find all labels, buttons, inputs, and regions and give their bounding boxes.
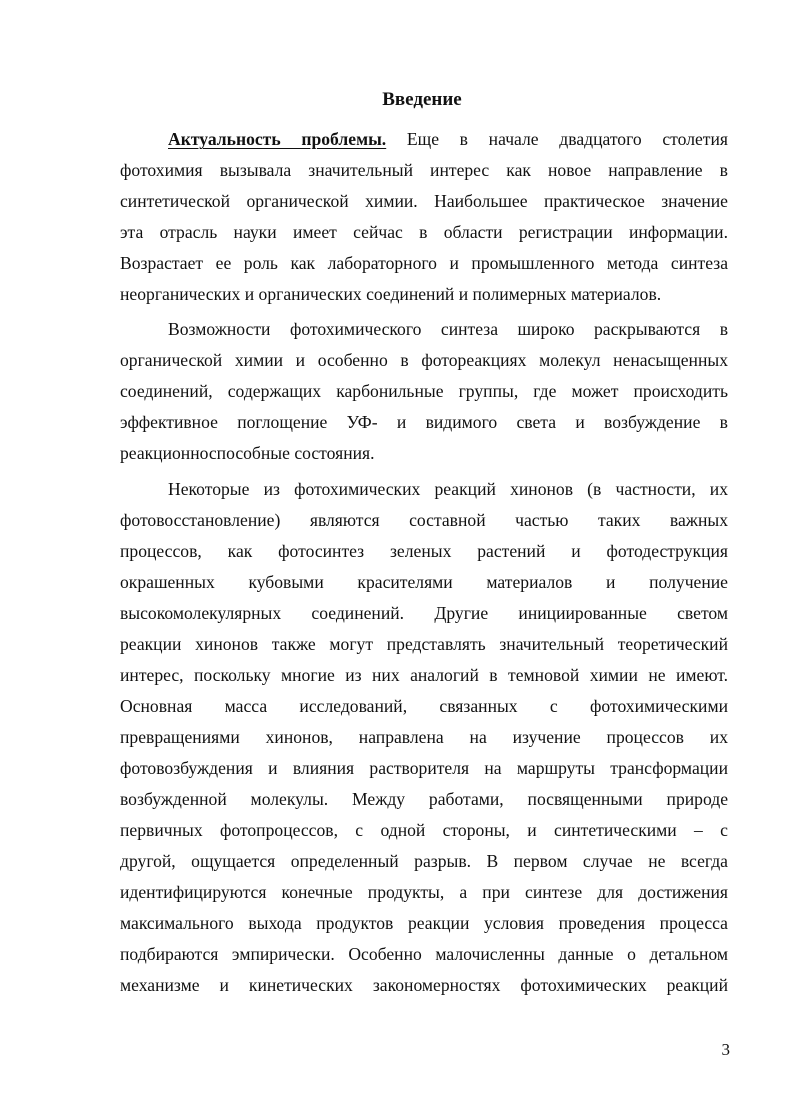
paragraph-line: окрашенных кубовыми красителями материалов и получение (120, 572, 728, 592)
paragraph-2 (120, 314, 728, 469)
paragraph-line: процессов, как фотосинтез зеленых растений и фотодеструкция (120, 541, 728, 561)
paragraph-line: неорганических и органических соединений и полимерных материалов. (120, 284, 662, 304)
paragraph-1 (120, 124, 728, 310)
paragraph-line: органической химии и особенно в фотореакциях молекул ненасыщенных (120, 350, 728, 370)
paragraph-line: подбираются эмпирически. Особенно малочисленны данные о детальном (120, 944, 728, 964)
page-number: 3 (721, 1040, 730, 1059)
paragraph-line: превращениями хинонов, направлена на изучение процессов их (120, 727, 728, 747)
line-text: Еще в начале двадцатого столетия (386, 129, 728, 149)
paragraph-line: максимального выхода продуктов реакции условия проведения процесса (120, 913, 728, 933)
paragraph-line: фотовосстановление) являются составной частью таких важных (120, 510, 728, 530)
paragraph-line: Возрастает ее роль как лабораторного и промышленного метода синтеза (120, 253, 728, 273)
paragraph-line: интерес, поскольку многие из них аналогий в темновой химии не имеют. (120, 665, 728, 685)
paragraph-line: Некоторые из фотохимических реакций хинонов (в частности, их (168, 479, 728, 499)
paragraph-line (120, 124, 728, 155)
paragraph-line: идентифицируются конечные продукты, а при синтезе для достижения (120, 882, 728, 902)
lead-heading: Актуальность проблемы. (168, 129, 387, 149)
paragraph-line: синтетической органической химии. Наибольшее практическое значение (120, 191, 728, 211)
paragraph-line: Возможности фотохимического синтеза широко раскрываются в (168, 319, 728, 339)
paragraph-line: механизме и кинетических закономерностях фотохимических реакций (120, 975, 728, 995)
paragraph-3 (120, 474, 728, 1001)
paragraph-line: возбужденной молекулы. Между работами, посвященными природе (120, 789, 728, 809)
paragraph-line: эффективное поглощение УФ- и видимого света и возбуждение в (120, 412, 728, 432)
paragraph-line: соединений, содержащих карбонильные группы, где может происходить (120, 381, 728, 401)
paragraph-line: первичных фотопроцессов, с одной стороны, и синтетическими – с (120, 820, 728, 840)
section-title: Введение (382, 89, 462, 110)
paragraph-line: фотохимия вызывала значительный интерес как новое направление в (120, 160, 728, 180)
paragraph-line: реакции хинонов также могут представлять значительный теоретический (120, 634, 728, 654)
paragraph-line: другой, ощущается определенный разрыв. В первом случае не всегда (120, 851, 728, 871)
paragraph-line: фотовозбуждения и влияния растворителя на маршруты трансформации (120, 758, 728, 778)
paragraph-line: эта отрасль науки имеет сейчас в области регистрации информации. (120, 222, 728, 242)
paragraph-line: реакционноспособные состояния. (120, 443, 375, 463)
paragraph-line: Основная масса исследований, связанных с фотохимическими (120, 696, 728, 716)
paragraph-line: высокомолекулярных соединений. Другие инициированные светом (120, 603, 728, 623)
